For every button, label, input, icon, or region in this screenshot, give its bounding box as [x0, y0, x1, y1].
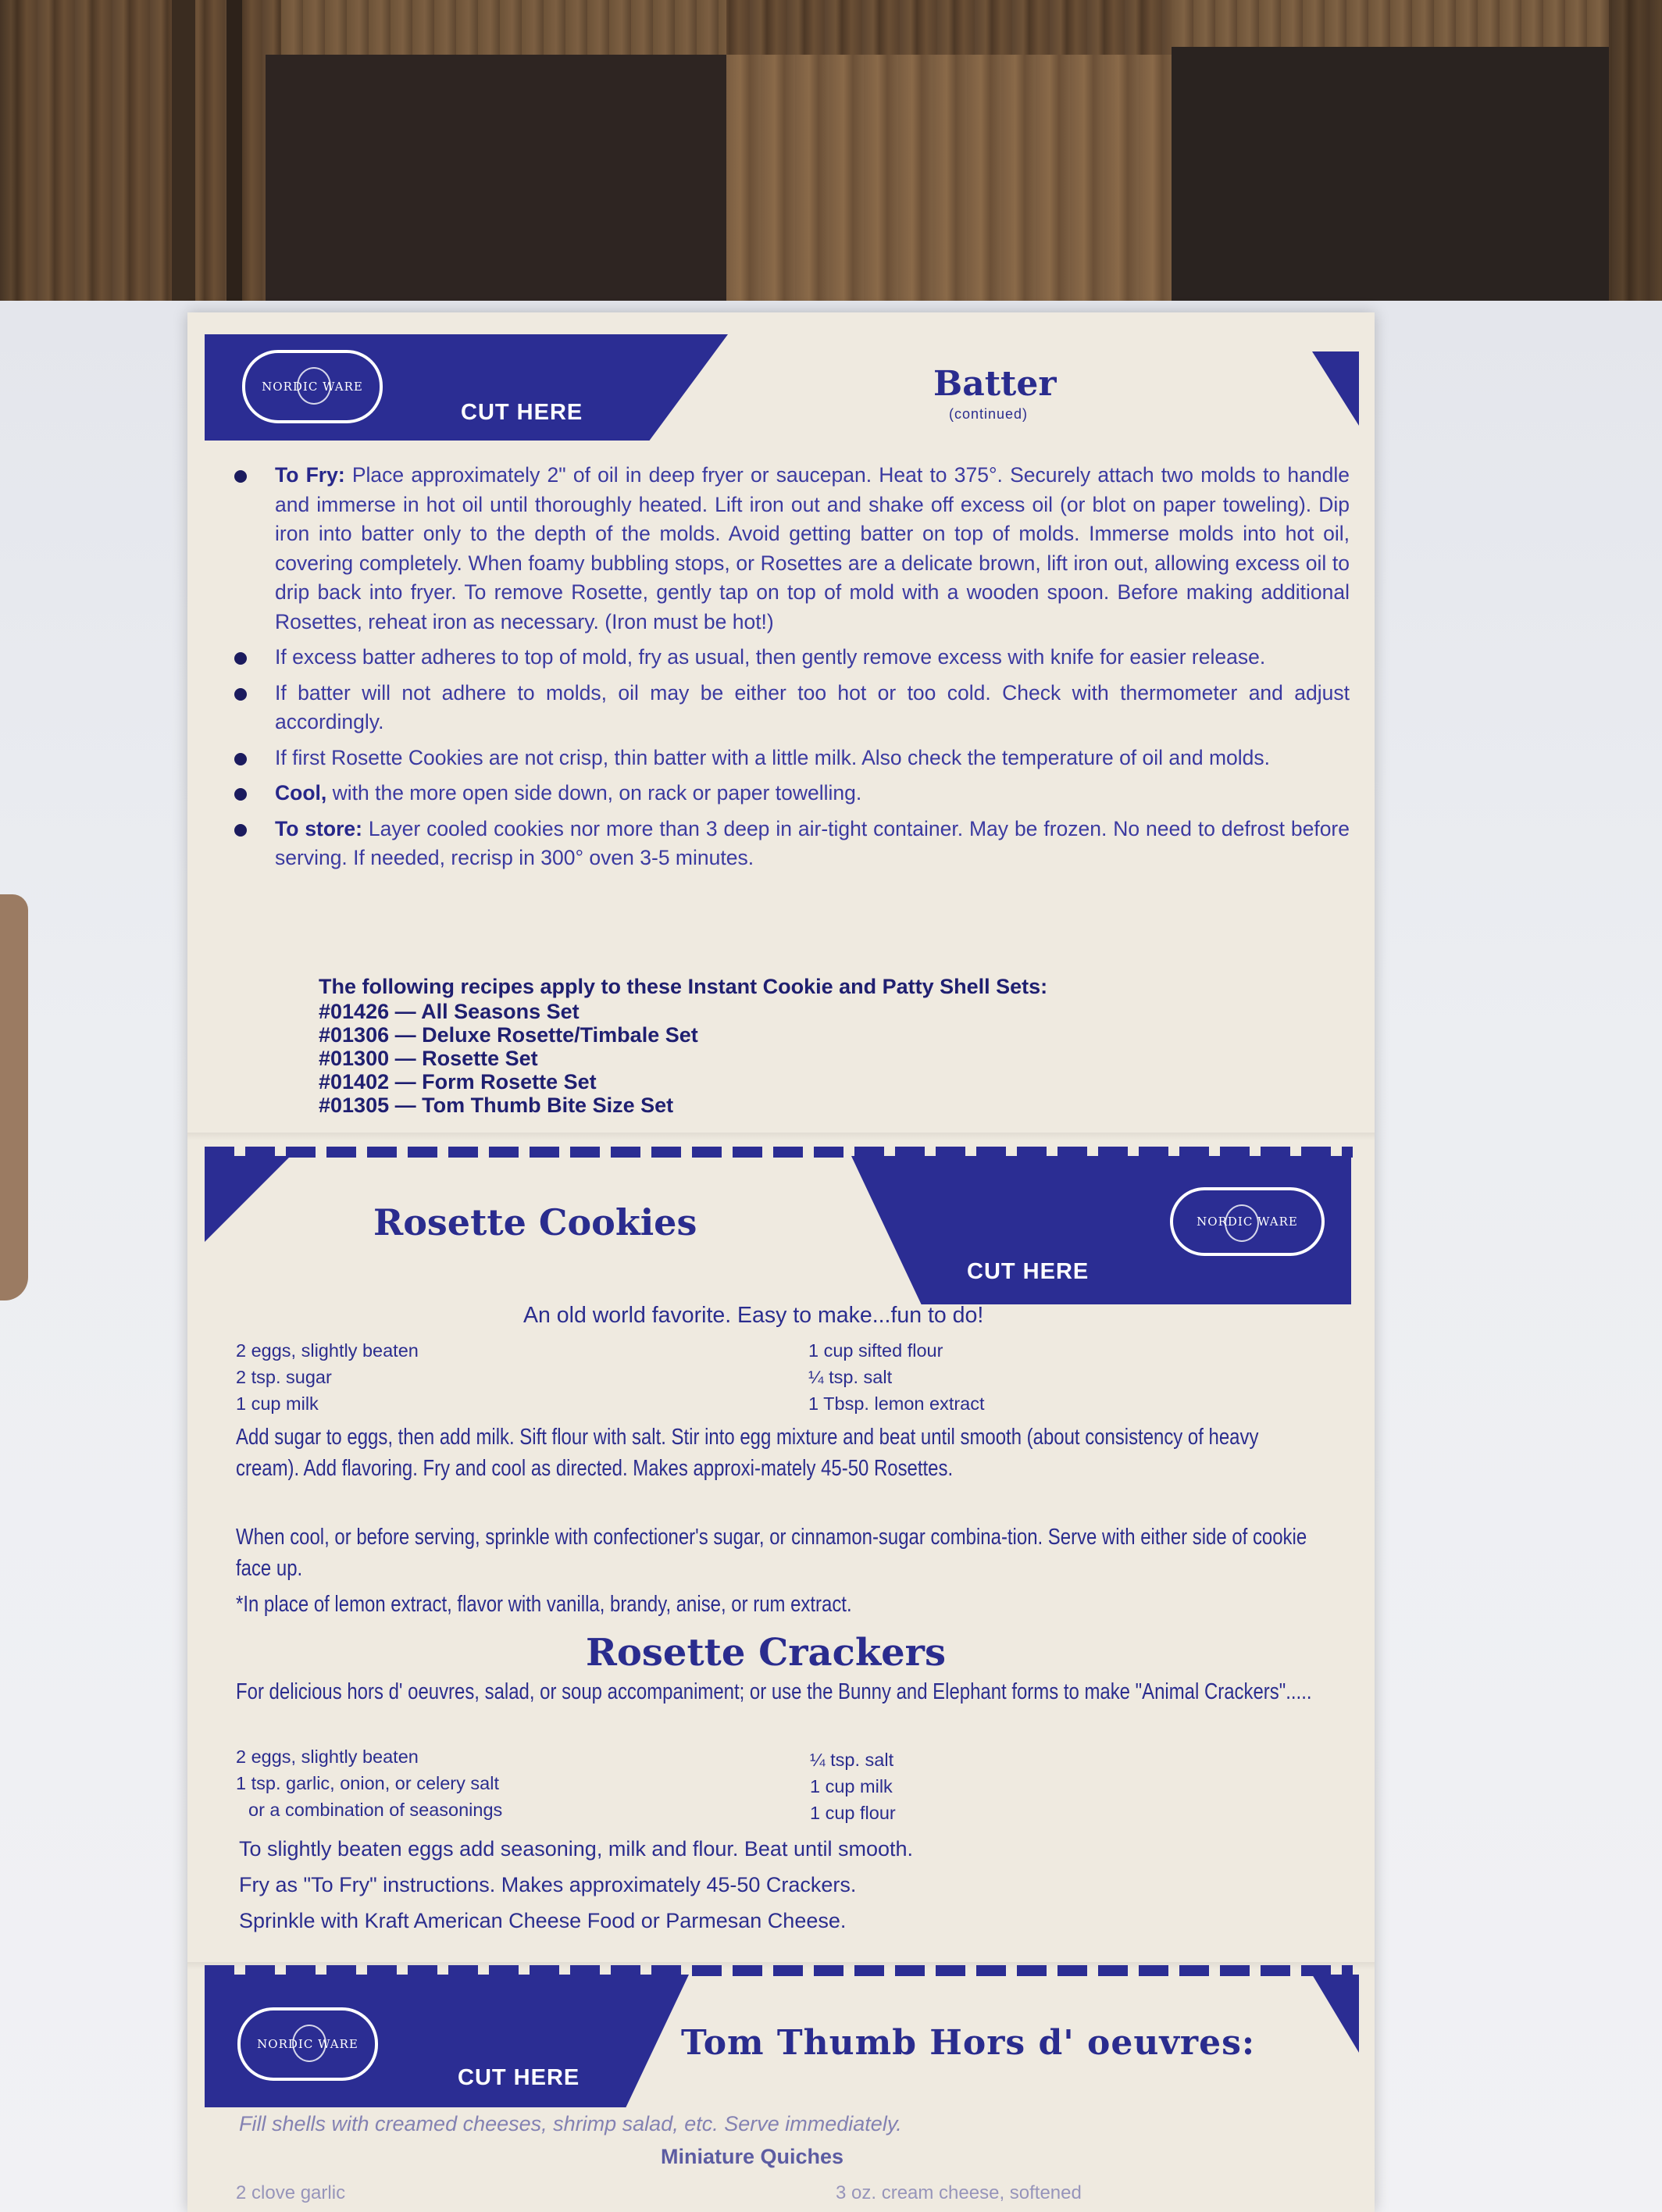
list-item: If excess batter adheres to top of mold, fry as usual, then gently remove excess with knife for easier release. [233, 643, 1350, 673]
floor-plank [172, 0, 195, 336]
paper-scrap [0, 894, 28, 1300]
floor-plank [1172, 0, 1609, 47]
crackers-steps [239, 1831, 913, 1939]
section-subtitle: (continued) [949, 406, 1029, 422]
ingredient: 1 cup sifted flour [808, 1340, 943, 1361]
wood-floor-background [0, 0, 1662, 336]
step: Fry as "To Fry" instructions. Makes approximately 45-50 Crackers. [239, 1873, 857, 1896]
ingredient: 1 Tbsp. lemon extract [808, 1393, 985, 1414]
ingredient: ¼ tsp. salt [810, 1750, 894, 1770]
crackers-intro: For delicious hors d' oeuvres, salad, or soup accompaniment; or use the Bunny and Elephant forms to make "Animal Crackers"..... [236, 1679, 1312, 1704]
ingredient: ¼ tsp. salt [808, 1367, 893, 1387]
dashed-cut-line [205, 1147, 1353, 1158]
directions-note: *In place of lemon extract, flavor with vanilla, brandy, anise, or rum extract. [236, 1592, 852, 1617]
set-item: #01402 — Form Rosette Set [319, 1070, 597, 1094]
subhead-miniature-quiches: Miniature Quiches [661, 2145, 844, 2168]
ingredient: 1 cup milk [236, 1393, 319, 1414]
section-title-rosette-cookies: Rosette Cookies [373, 1201, 697, 1243]
ingredients-right [810, 1746, 896, 1826]
floor-plank [726, 55, 1179, 336]
directions-paragraph: Add sugar to eggs, then add milk. Sift flour with salt. Stir into egg mixture and beat until smooth (about consistency of heavy cream). Add flavoring. Fry and cool as directed. Makes approxi-mately 45-50 Rosettes. [236, 1425, 1259, 1481]
applicable-sets [319, 975, 1047, 1117]
batter-instructions [233, 461, 1350, 879]
ingredient: 2 eggs, slightly beaten [236, 1746, 419, 1767]
nordic-ware-logo: NORDIC WARE [1170, 1187, 1325, 1256]
floor-tile [266, 55, 750, 336]
applicable-sets-header: The following recipes apply to these Instant Cookie and Patty Shell Sets: [319, 975, 1048, 998]
step: Sprinkle with Kraft American Cheese Food or Parmesan Cheese. [239, 1909, 847, 1932]
section-title-rosette-crackers: Rosette Crackers [586, 1631, 946, 1675]
ingredients-right [808, 1337, 985, 1417]
ingredient: 3 oz. cream cheese, softened [836, 2182, 1082, 2203]
set-item: #01306 — Deluxe Rosette/Timbale Set [319, 1023, 698, 1047]
list-item: If first Rosette Cookies are not crisp, thin batter with a little milk. Also check the temperature of oil and molds. [233, 744, 1350, 773]
section-title-batter: Batter [933, 364, 1057, 404]
section-title-tom-thumb: Tom Thumb Hors d' oeuvres: [681, 2023, 1256, 2063]
nordic-ware-logo: NORDIC WARE [242, 350, 383, 423]
nordic-ware-logo: NORDIC WARE [237, 2007, 378, 2081]
cut-here-label: CUT HERE [967, 1259, 1090, 1284]
recipe-sheet [187, 312, 1375, 2212]
floor-tile [1172, 47, 1609, 336]
ingredients-left [236, 1743, 502, 1823]
cut-here-label: CUT HERE [461, 400, 583, 425]
ingredient: or a combination of seasonings [248, 1800, 503, 1820]
ingredient: 1 tsp. garlic, onion, or celery salt [236, 1773, 499, 1793]
ingredient: 2 tsp. sugar [236, 1367, 332, 1387]
set-item: #01300 — Rosette Set [319, 1047, 538, 1070]
floor-plank [281, 0, 726, 55]
corner-triangle [1312, 351, 1359, 426]
ingredient: 2 clove garlic [236, 2182, 346, 2203]
ingredients-left [236, 1337, 419, 1417]
directions-paragraph: When cool, or before serving, sprinkle with confectioner's sugar, or cinnamon-sugar combina-tion. Serve with either side of cookie face up. [236, 1525, 1307, 1581]
list-item: Cool, with the more open side down, on rack or paper towelling. [233, 779, 1350, 808]
corner-triangle [1312, 1975, 1359, 2053]
recipe-tagline: An old world favorite. Easy to make...fun to do! [523, 1303, 984, 1328]
list-item: To store: Layer cooled cookies nor more than 3 deep in air-tight container. May be frozen. No need to defrost before serving. If needed, recrisp in 300° oven 3-5 minutes. [233, 815, 1350, 873]
set-item: #01426 — All Seasons Set [319, 1000, 580, 1023]
tom-thumb-instructions: Fill shells with creamed cheeses, shrimp salad, etc. Serve immediately. [239, 2112, 902, 2135]
set-item: #01305 — Tom Thumb Bite Size Set [319, 1094, 674, 1117]
floor-plank [226, 0, 242, 336]
dashed-cut-line [205, 1965, 1353, 1976]
cut-here-label: CUT HERE [458, 2065, 580, 2090]
step: To slightly beaten eggs add seasoning, milk and flour. Beat until smooth. [239, 1837, 914, 1861]
corner-triangle [205, 1156, 291, 1242]
ingredient: 2 eggs, slightly beaten [236, 1340, 419, 1361]
list-item: To Fry: Place approximately 2" of oil in deep fryer or saucepan. Heat to 375°. Securely attach two molds to handle and immerse in hot oil until thoroughly heated. Lift iron out and shake off excess oil (or blot on paper toweling). Dip iron into batter only to the depth of the molds. Avoid getting batter on top of molds. Immerse molds into hot oil, covering completely. When foamy bubbling stops, or Rosettes are a delicate brown, lift iron out, allowing excess oil to drip back into fryer. To remove Rosette, gently tap on top of mold with a wooden spoon. Before making additional Rosettes, reheat iron as necessary. (Iron must be hot!) [233, 461, 1350, 637]
fold-line [187, 1133, 1375, 1140]
ingredient: 1 cup flour [810, 1803, 896, 1823]
ingredient: 1 cup milk [810, 1776, 893, 1796]
list-item: If batter will not adhere to molds, oil may be either too hot or too cold. Check with thermometer and adjust accordingly. [233, 679, 1350, 737]
